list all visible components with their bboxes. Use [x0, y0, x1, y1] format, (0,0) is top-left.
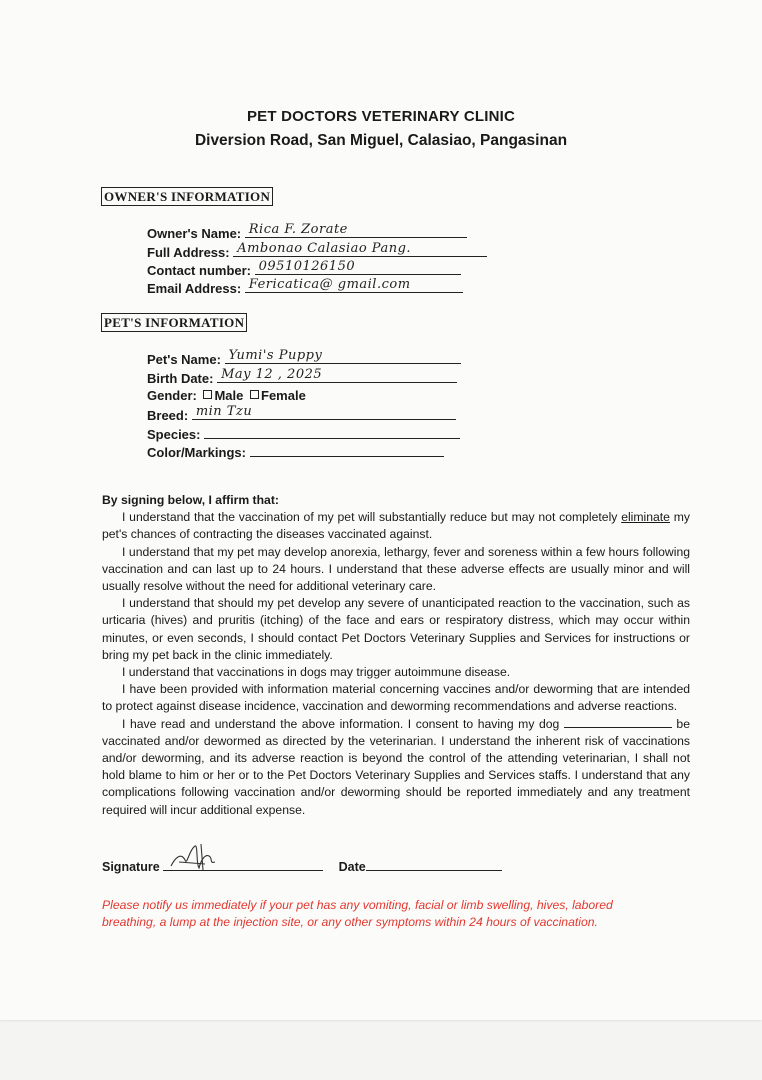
gender-female-checkbox[interactable]: [250, 390, 259, 399]
pet-name-field: [147, 348, 461, 367]
owner-name-label: Owner's Name:: [147, 226, 242, 241]
pet-color-line[interactable]: [250, 444, 444, 457]
notice-text: Please notify us immediately if your pet has any vomiting, facial or limb swelling, hives, labored breathing, a lump at the injection site, or any other symptoms within 24 hours of vaccination.: [102, 898, 613, 929]
affirmation-p1-text: I understand that the vaccination of my pet will substantially reduce but may not completely: [122, 510, 618, 525]
owner-contact-value: 09510126150: [258, 259, 356, 274]
owner-name-line[interactable]: [245, 222, 467, 238]
signature-row: [102, 858, 502, 874]
owner-address-value: Ambonao Calasiao Pang.: [237, 241, 412, 256]
handwritten-signature-icon: [165, 840, 225, 874]
pet-section-heading: PET'S INFORMATION: [101, 313, 247, 332]
owner-email-value: Fericatica@ gmail.com: [248, 277, 411, 292]
signature-label: Signature: [102, 860, 160, 874]
owner-name-field: [147, 222, 467, 241]
pet-breed-line[interactable]: [192, 404, 456, 420]
affirmation-title: By signing below, I affirm that:: [102, 493, 279, 507]
owner-address-line[interactable]: [233, 241, 487, 257]
owner-email-line[interactable]: [245, 277, 463, 293]
affirmation-p1: [102, 509, 690, 543]
affirmation-p5: I have been provided with information material concerning vaccines and/or deworming that are intended to protect against disease incidence, vaccination and deworming recommendations and adverse reactions.: [102, 682, 690, 714]
owner-contact-field: [147, 259, 461, 278]
pet-species-field: [147, 426, 460, 442]
affirmation-p6: [102, 716, 690, 819]
owner-contact-label: Contact number:: [147, 263, 251, 278]
date-label: Date: [338, 860, 366, 874]
owner-section-heading: OWNER'S INFORMATION: [101, 187, 273, 206]
pet-species-label: Species:: [147, 427, 201, 442]
owner-contact-line[interactable]: [255, 259, 461, 275]
pet-color-field: [147, 444, 444, 460]
clinic-address: Diversion Road, San Miguel, Calasiao, Pangasinan: [194, 132, 568, 149]
pet-gender-label: Gender:: [147, 388, 197, 403]
pet-species-line[interactable]: [204, 426, 460, 439]
gender-female-label: Female: [261, 388, 306, 403]
date-line[interactable]: [366, 858, 502, 871]
owner-address-label: Full Address:: [147, 245, 230, 260]
affirmation-block: [102, 492, 690, 819]
owner-name-value: Rica F. Zorate: [248, 222, 348, 237]
affirmation-p2: I understand that my pet may develop anorexia, lethargy, fever and soreness within a few hours following vaccination and can last up to 24 hours. I understand that these adverse effects are usually minor and will usually resolve without the need for additional veterinary care.: [102, 544, 690, 594]
pet-birthdate-line[interactable]: [217, 367, 457, 383]
affirmation-p6-text: I have read and understand the above information. I consent to having my dog: [122, 716, 560, 731]
pet-birthdate-value: May 12 , 2025: [221, 367, 323, 382]
clinic-name: PET DOCTORS VETERINARY CLINIC: [246, 108, 516, 125]
pet-gender-field: [147, 388, 306, 403]
pet-breed-value: min Tzu: [195, 404, 253, 419]
gender-male-checkbox[interactable]: [203, 390, 212, 399]
affirmation-p6-rest: be vaccinated and/or dewormed as directed by the veterinarian. I understand the inherent risk of vaccinations and/or deworming, and its adverse reaction is beyond the control of the attending veterinarian, I shall not hold blame to him or her or to the Pet Doctors Veterinary Supplies and Services staffs. I understand that any complications following vaccination and/or deworming should be reported immediately and any treatment required will incur additional expense.: [102, 716, 690, 817]
dog-name-blank[interactable]: [564, 717, 672, 728]
owner-email-field: [147, 277, 463, 296]
affirmation-p3: I understand that should my pet develop any severe of unanticipated reaction to the vaccination, such as urticaria (hives) and pruritis (itching) of the face and ears or respiratory distress, which may occur within minutes, or even seconds, I should contact Pet Doctors Veterinary Supplies and Services for instructions or bring my pet back in the clinic immediately.: [102, 596, 690, 662]
pet-breed-field: [147, 404, 456, 423]
clinic-header: [0, 108, 762, 150]
pet-color-label: Color/Markings:: [147, 445, 246, 460]
pet-name-label: Pet's Name:: [147, 352, 221, 367]
owner-email-label: Email Address:: [147, 281, 242, 296]
pet-name-value: Yumi's Puppy: [228, 348, 323, 363]
pet-birthdate-field: [147, 367, 457, 386]
affirmation-p1-rest: my pet's chances of contracting the diseases vaccinated against.: [102, 510, 691, 542]
signature-line[interactable]: [163, 858, 323, 871]
pet-breed-label: Breed:: [147, 408, 189, 423]
pet-birthdate-label: Birth Date:: [147, 371, 214, 386]
gender-male-label: Male: [214, 388, 244, 403]
owner-address-field: [147, 241, 487, 260]
affirmation-p4: I understand that vaccinations in dogs may trigger autoimmune disease.: [122, 665, 511, 680]
pet-name-line[interactable]: [225, 348, 461, 364]
affirmation-p1-underlined: eliminate: [621, 510, 670, 525]
